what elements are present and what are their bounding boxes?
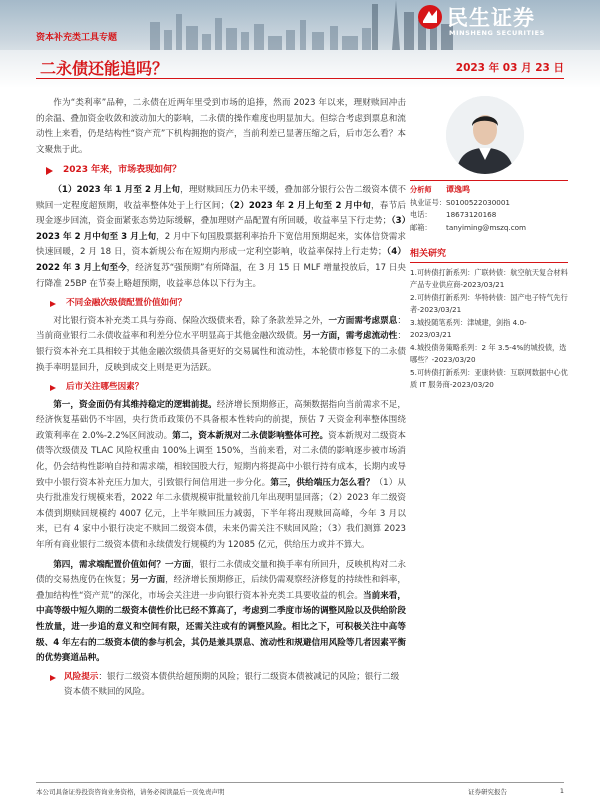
report-series: 资本补充类工具专题 — [36, 33, 118, 43]
related-research-heading: 相关研究 — [410, 246, 568, 263]
bold-text: 第一，资金面仍有其维持稳定的逻辑前提。 — [53, 399, 217, 410]
body-text: ，银行二永债成交量和换手率有所回升，反映机构对二永债的交易热度仍在恢复； — [36, 559, 406, 586]
body-text: 对比银行资本补充类工具与券商、保险次级债来看，除了条款差异之外， — [53, 315, 329, 326]
analyst-photo — [446, 96, 524, 174]
analyst-info — [410, 180, 568, 234]
page-number: 1 — [559, 787, 564, 795]
subheading-outlook — [36, 380, 406, 396]
body-text: ：银行资本补充工具相较于其他金融次级债具备更好的交易属性和流动性，本轮债市修复下的二永债换手率明显回升，反映到成交上则是更为活跃。 — [36, 331, 406, 373]
related-research-item[interactable]: 5.可转债打新系列：亚康转债：互联网数据中心优质 IT 服务商-2023/03/20 — [410, 368, 568, 389]
outlook-paragraph-2 — [36, 558, 406, 667]
bold-text: 一方面需考虑票息 — [328, 315, 398, 326]
main-content — [36, 96, 406, 701]
body-text: （1）从央行批准发行规模来看，2022 年二永债规模审批量较前几年出现明显回落；（2）2023 年二级资本债到期赎回规模约 4007 亿元，上半年赎回压力减弱，下半年将出现赎回高峰，今年 3 月以来，已有 4 家中小银行决定不赎回二级资本债，未来仍需关注不赎回风险；（3）我们测算 2023 年所有商业银行二级资本债和永续债发行规模约为 12085 亿元，供给压力或并不算大。 — [36, 477, 406, 551]
header-banner — [0, 0, 600, 88]
body-text: 资本新规对二级资本债等次级债及 TLAC 风险权重由 100%上调至 150%，当前来看，对二永债的影响逐步被市场消化，仍会结构性影响自持和需求端，相较国股大行，短期内将提高中小银行持有成本，长期内或导致中小银行资本补充压力加大，引致银行间信用进一步分化。 — [36, 430, 406, 488]
body-text: ，经济增长预期修正，后续仍需观察经济修复的持续性和斜率，叠加结构性“资产荒”的深化，市场会关注进一步向银行资本补充类工具要收益的机会。 — [36, 575, 406, 601]
footer-disclaimer: 本公司具备证券投资咨询业务资格，请务必阅读最后一页免责声明 — [36, 788, 225, 796]
subheading-value — [36, 296, 406, 312]
sidebar — [410, 96, 568, 392]
arrow-bullet-icon — [50, 385, 56, 391]
related-research-list — [410, 267, 568, 391]
related-research-item[interactable]: 4.城投债务策略系列：2 年 3.5-4%的城投债，选哪些？-2023/03/20 — [410, 343, 567, 364]
brand-name-en: MINSHENG SECURITIES — [449, 29, 545, 37]
related-research-item[interactable]: 2.可转债打新系列：华特转债：国产电子特气先行者-2023/03/21 — [410, 293, 568, 314]
analyst-avatar-icon — [446, 96, 524, 174]
brand-logo — [417, 2, 582, 42]
analyst-role-label: 分析师 — [410, 185, 432, 194]
bold-text: （2）2023 年 2 月上旬至 2 月中旬 — [229, 200, 372, 211]
brand-logo-icon — [417, 4, 443, 30]
analyst-name: 谭逸鸣 — [446, 185, 470, 194]
bold-text: 第四，需求端配置价值如何？一方面 — [53, 559, 191, 570]
market-paragraph — [36, 183, 406, 292]
page-title: 二永债还能追吗？ — [40, 59, 169, 78]
bold-text: （3）2023 年 2 月中旬至 3 月上旬 — [36, 216, 406, 242]
related-research-item[interactable]: 3.城投随笔系列：津城建，剑指 4.0-2023/03/21 — [410, 318, 527, 339]
section-heading-text: 2023 年来，市场表现如何？ — [63, 165, 182, 176]
intro-paragraph: 作为“类利率”品种，二永债在近两年里受到市场的追捧，然而 2023 年以来，理财赎回冲击的余温、叠加资金收敛和波动加大的影响，二永债的操作难度也明显加大。但综合考虑到票息和流动性上来看，仍是结构性“资产荒”下机构拥抱的资产，当前利差已显著压缩之后，后市怎么看？本文聚焦于此。 — [36, 98, 406, 155]
report-date: 2023 年 03 月 23 日 — [455, 62, 564, 74]
analyst-license-row — [410, 197, 568, 210]
footer-report-type: 证券研究报告 — [468, 788, 507, 796]
risk-label: 风险提示 — [64, 671, 99, 682]
bold-text: （1）2023 年 1 月至 2 月上旬 — [53, 184, 181, 195]
body-text: 经济增长预期修正，高频数据指向当前需求不足，经济恢复基础仍不牢固，央行货币政策仍不具备根本性转向的前提，预估 7 天资金利率整体围绕政策利率在 2.0%-2.2%区间波动。 — [36, 399, 406, 441]
subheading-text: 不同金融次级债配置价值如何？ — [66, 298, 187, 309]
license-value: S0100522030001 — [446, 197, 511, 207]
analyst-email-row — [410, 222, 568, 235]
email-label: 邮箱： — [410, 222, 432, 232]
analyst-name-row — [410, 184, 568, 197]
triangle-bullet-icon — [46, 167, 53, 175]
body-text: ：当前商业银行二永债收益率和利差分位水平明显高于其他金融次级债。 — [36, 315, 406, 342]
body-text: ，理财赎回压力仍未平缓，叠加部分银行公告二级资本债不赎回一定程度超预期，收益率整体处于上行区间； — [36, 184, 406, 211]
phone-label: 电话： — [410, 210, 432, 219]
bold-text: 第三，供给端压力怎么看？ — [270, 477, 375, 488]
related-research-item[interactable]: 1.可转债打新系列：广联转债：航空航天复合材料产品专业供应商-2023/03/21 — [410, 268, 568, 289]
bold-text: 另一方面，需考虑流动性 — [302, 331, 398, 342]
arrow-bullet-icon — [50, 675, 56, 681]
bold-text: 另一方面 — [130, 575, 166, 586]
brand-name-cn: 民生证券 — [447, 6, 535, 30]
license-label: 执业证号： — [410, 197, 446, 207]
outlook-paragraph-1 — [36, 398, 406, 554]
header-rule — [36, 78, 564, 79]
bold-text: 第二，资本新规对二永债影响整体可控。 — [172, 430, 329, 441]
bold-text: 当前来看，中高等级中短久期的二级资本债性价比已经不算高了，考虑到二季度市场的调整风险以及供给阶段性放量，进一步追的意义和空间有限，还需关注或有的调整风险。相比之下，可积极关注中高等级、4 年左右的二级资本债的参与机会，其仍是兼具票息、流动性和规避信用风险等几者因素平衡的优势赛道品种。 — [36, 590, 406, 664]
body-text: ，春节后现金逐步回流，资金面紧张态势边际缓解，叠加理财产品配置有所回暖，收益率呈下行走势； — [36, 200, 406, 227]
arrow-bullet-icon — [50, 301, 56, 307]
subheading-text: 后市关注哪些因素？ — [66, 382, 144, 393]
section-heading-market — [36, 163, 406, 179]
analyst-phone-row — [410, 209, 568, 222]
body-text: ，经济复苏“强预期”有所降温，在 3 月 15 日 MLF 增量投放后，17 日央行降准 25BP 在节奏上略超预期，收益率总体以下行为主。 — [36, 262, 407, 289]
email-value[interactable]: tanyiming@mszq.com — [446, 222, 527, 232]
risk-text: ：银行二级资本债供给超预期的风险；银行二级资本债被减记的风险；银行二级资本债不赎回的风险。 — [64, 671, 400, 698]
phone-value: 18673120168 — [446, 210, 497, 219]
page-footer — [36, 782, 564, 796]
risk-warning — [36, 670, 406, 701]
value-paragraph — [36, 314, 406, 376]
body-text: ，2 月中下旬国股票据利率抬升下宽信用预期起来，实体信贷需求快速回暖，2 月 18 日，资本新规公布在短期内形成一定利空影响，收益率保持上行走势； — [36, 231, 406, 258]
bold-text: （4）2022 年 3 月上旬至今 — [36, 247, 406, 273]
